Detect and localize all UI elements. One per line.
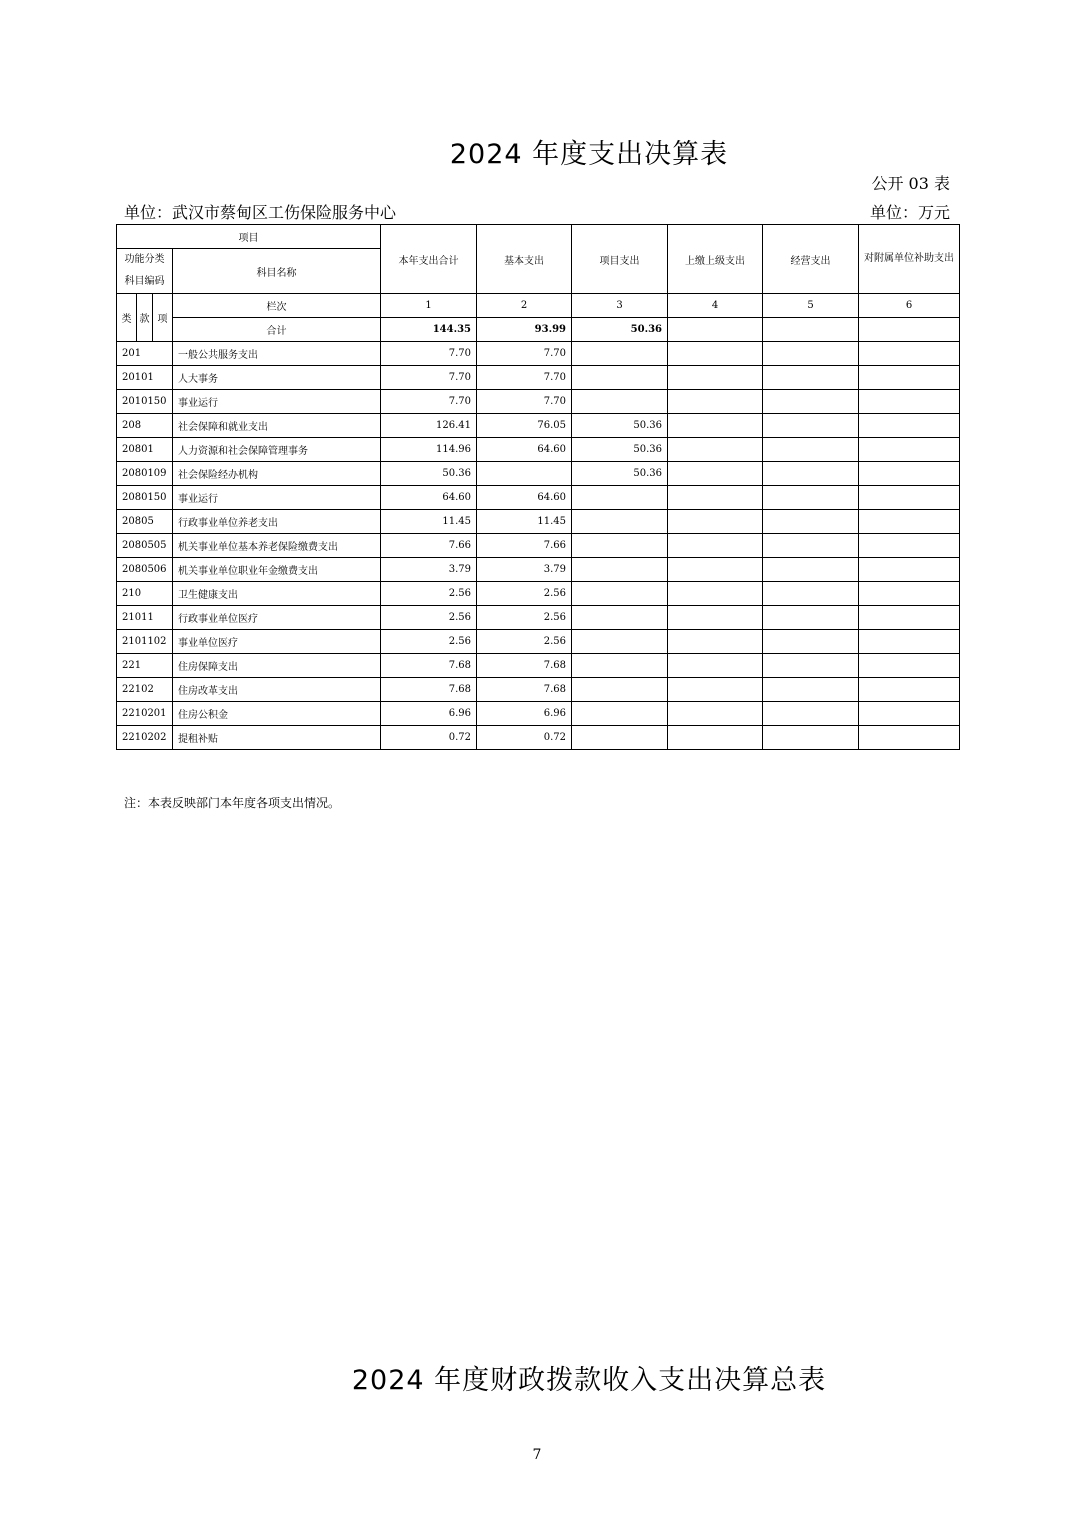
amount-cell [668,414,763,438]
amount-cell: 7.70 [477,366,572,390]
amount-cell [763,510,859,534]
amount-cell [572,390,668,414]
subject-code: 2080505 [117,534,173,558]
amount-cell [572,510,668,534]
header-func-class: 功能分类科目编码 [117,249,173,294]
amount-cell [859,726,960,750]
header-col-5: 经营支出 [763,225,859,294]
subject-name: 社会保险经办机构 [173,462,381,486]
amount-cell [763,486,859,510]
amount-cell: 0.72 [477,726,572,750]
table-row [117,726,960,750]
amount-cell [572,366,668,390]
column-number: 6 [859,294,960,318]
amount-cell [668,462,763,486]
table-row [117,510,960,534]
subject-code: 22102 [117,678,173,702]
amount-cell: 64.60 [381,486,477,510]
table-row [117,390,960,414]
total-cell: 93.99 [477,318,572,342]
table-row [117,462,960,486]
subject-name: 行政事业单位养老支出 [173,510,381,534]
amount-cell [859,486,960,510]
table-row [117,366,960,390]
amount-cell: 11.45 [381,510,477,534]
subject-name: 机关事业单位基本养老保险缴费支出 [173,534,381,558]
amount-cell [668,534,763,558]
subject-name: 卫生健康支出 [173,582,381,606]
total-cell: 144.35 [381,318,477,342]
subject-code: 20805 [117,510,173,534]
subject-code: 2210201 [117,702,173,726]
amount-cell [763,366,859,390]
amount-cell [763,702,859,726]
amount-cell [763,414,859,438]
amount-cell [668,342,763,366]
amount-cell [572,630,668,654]
header-lei: 类 [117,294,137,342]
subject-name: 事业运行 [173,390,381,414]
amount-cell: 2.56 [381,606,477,630]
expenditure-table [116,224,960,750]
subject-code: 2210202 [117,726,173,750]
amount-cell: 7.68 [477,654,572,678]
amount-cell [859,678,960,702]
subject-code: 20801 [117,438,173,462]
amount-cell [763,462,859,486]
subject-name: 住房改革支出 [173,678,381,702]
amount-cell [668,702,763,726]
amount-cell [668,726,763,750]
table-row [117,654,960,678]
amount-cell: 7.70 [381,390,477,414]
amount-cell [859,390,960,414]
amount-cell [763,558,859,582]
subject-name: 人大事务 [173,366,381,390]
amount-cell: 6.96 [381,702,477,726]
amount-cell [859,414,960,438]
subject-code: 2080109 [117,462,173,486]
column-number: 3 [572,294,668,318]
total-cell [668,318,763,342]
amount-cell: 2.56 [381,582,477,606]
amount-cell: 7.68 [381,654,477,678]
subject-name: 机关事业单位职业年金缴费支出 [173,558,381,582]
amount-cell [477,462,572,486]
amount-cell: 76.05 [477,414,572,438]
amount-cell [763,438,859,462]
column-number: 2 [477,294,572,318]
table-row [117,342,960,366]
table-note: 注：本表反映部门本年度各项支出情况。 [124,796,341,810]
amount-cell [859,462,960,486]
subject-code: 2010150 [117,390,173,414]
amount-cell [763,654,859,678]
subject-code: 21011 [117,606,173,630]
amount-cell: 11.45 [477,510,572,534]
table-row [117,702,960,726]
table-row [117,438,960,462]
amount-cell: 114.96 [381,438,477,462]
amount-cell [572,726,668,750]
total-label: 合计 [173,318,381,342]
amount-cell [763,390,859,414]
amount-cell: 64.60 [477,438,572,462]
page-number: 7 [532,1447,542,1463]
header-project: 项目 [117,225,381,249]
subject-code: 208 [117,414,173,438]
table-row [117,414,960,438]
total-cell: 50.36 [572,318,668,342]
amount-cell [668,678,763,702]
subject-name: 人力资源和社会保障管理事务 [173,438,381,462]
amount-cell [668,438,763,462]
amount-cell [859,582,960,606]
amount-cell: 2.56 [477,606,572,630]
amount-cell: 2.56 [477,582,572,606]
amount-cell [668,654,763,678]
subject-name: 住房保障支出 [173,654,381,678]
subject-name: 社会保障和就业支出 [173,414,381,438]
table-row [117,606,960,630]
amount-cell [572,678,668,702]
amount-cell [763,582,859,606]
amount-cell [763,606,859,630]
header-xiang: 项 [153,294,173,342]
amount-cell [668,510,763,534]
amount-cell [859,510,960,534]
amount-cell: 7.70 [381,342,477,366]
amount-cell [859,558,960,582]
amount-cell [668,630,763,654]
header-kuan: 款 [137,294,153,342]
amount-cell [763,726,859,750]
subject-code: 201 [117,342,173,366]
amount-cell: 2.56 [477,630,572,654]
amount-cell [859,438,960,462]
amount-cell [763,678,859,702]
header-subject-name: 科目名称 [173,249,381,294]
amount-cell [668,486,763,510]
table-row [117,630,960,654]
unit-name: 单位：武汉市蔡甸区工伤保险服务中心 [124,203,397,222]
amount-cell [668,558,763,582]
amount-cell [572,486,668,510]
amount-cell: 7.68 [381,678,477,702]
subject-code: 2101102 [117,630,173,654]
header-col-4: 上缴上级支出 [668,225,763,294]
subject-name: 事业单位医疗 [173,630,381,654]
header-col-6: 对附属单位补助支出 [859,225,960,294]
amount-cell: 50.36 [381,462,477,486]
amount-cell: 7.70 [381,366,477,390]
amount-cell [668,366,763,390]
total-cell [859,318,960,342]
amount-cell [763,342,859,366]
header-col-3: 项目支出 [572,225,668,294]
amount-cell: 6.96 [477,702,572,726]
amount-cell [572,606,668,630]
amount-cell [763,630,859,654]
amount-cell [668,582,763,606]
subject-name: 提租补贴 [173,726,381,750]
header-lanci: 栏次 [173,294,381,318]
amount-cell [859,606,960,630]
subject-code: 221 [117,654,173,678]
page-title: 2024 年度支出决算表 [449,139,729,170]
amount-cell [572,342,668,366]
amount-cell [859,342,960,366]
amount-cell [572,582,668,606]
amount-cell: 7.66 [477,534,572,558]
amount-cell: 64.60 [477,486,572,510]
amount-cell [572,534,668,558]
amount-cell: 3.79 [477,558,572,582]
amount-cell [859,366,960,390]
column-number: 5 [763,294,859,318]
amount-cell [859,630,960,654]
total-row [117,318,960,342]
table-row [117,534,960,558]
table-row [117,582,960,606]
amount-cell [668,606,763,630]
header-col-1: 本年支出合计 [381,225,477,294]
amount-cell: 50.36 [572,462,668,486]
subject-name: 行政事业单位医疗 [173,606,381,630]
amount-cell: 7.66 [381,534,477,558]
amount-cell [668,390,763,414]
amount-cell [763,534,859,558]
amount-cell: 3.79 [381,558,477,582]
amount-cell [572,558,668,582]
subject-name: 一般公共服务支出 [173,342,381,366]
header-col-2: 基本支出 [477,225,572,294]
amount-cell: 126.41 [381,414,477,438]
amount-cell: 7.70 [477,390,572,414]
subject-code: 2080150 [117,486,173,510]
amount-cell: 0.72 [381,726,477,750]
amount-cell: 2.56 [381,630,477,654]
amount-cell [572,702,668,726]
amount-cell: 7.68 [477,678,572,702]
form-number: 公开 03 表 [871,174,950,193]
amount-cell: 7.70 [477,342,572,366]
subject-code: 20101 [117,366,173,390]
amount-cell: 50.36 [572,438,668,462]
table-row [117,678,960,702]
subject-name: 事业运行 [173,486,381,510]
unit-currency: 单位：万元 [869,203,950,222]
amount-cell [859,702,960,726]
table-row [117,558,960,582]
amount-cell [572,654,668,678]
subject-name: 住房公积金 [173,702,381,726]
total-cell [763,318,859,342]
amount-cell [859,534,960,558]
amount-cell: 50.36 [572,414,668,438]
subject-code: 2080506 [117,558,173,582]
subject-code: 210 [117,582,173,606]
column-number: 1 [381,294,477,318]
next-section-title: 2024 年度财政拨款收入支出决算总表 [351,1365,827,1396]
amount-cell [859,654,960,678]
table-row [117,486,960,510]
column-number: 4 [668,294,763,318]
